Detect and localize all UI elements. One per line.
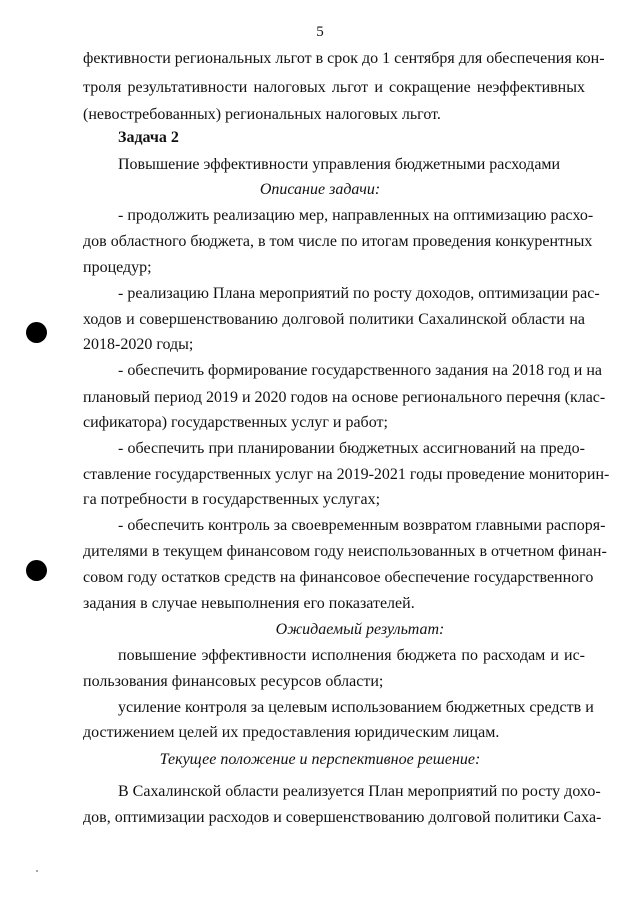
text-line: дителями в текущем финансовом году неиспользованных в отчетном финан- bbox=[83, 543, 607, 560]
text-line: - реализацию Плана мероприятий по росту доходов, оптимизации рас- bbox=[118, 285, 600, 302]
task-title: Повышение эффективности управления бюджетными расходами bbox=[118, 156, 561, 173]
punch-hole-bottom bbox=[26, 560, 47, 581]
text-line: - обеспечить при планировании бюджетных ассигнований на предо- bbox=[118, 440, 585, 457]
text-line: га потребности в государственных услугах; bbox=[83, 491, 381, 508]
text-line: ходов и совершенствованию долговой политики Сахалинской области на bbox=[83, 311, 585, 328]
text-line: повышение эффективности исполнения бюджета по расходам и ис- bbox=[118, 647, 585, 664]
text-line: - обеспечить контроль за своевременным возвратом главными распоря- bbox=[118, 517, 606, 534]
page-number: 5 bbox=[316, 24, 324, 40]
text-line: 2018-2020 годы; bbox=[83, 336, 194, 353]
text-line: усиление контроля за целевым использованием бюджетных средств и bbox=[118, 699, 594, 716]
text-line: В Сахалинской области реализуется План мероприятий по росту дохо- bbox=[118, 783, 601, 800]
text-line: пользования финансовых ресурсов области; bbox=[83, 673, 384, 690]
text-line: достижением целей их предоставления юридическим лицам. bbox=[83, 724, 500, 741]
text-line: совом году остатков средств на финансовое обеспечение государственного bbox=[83, 569, 594, 586]
text-line: сификатора) государственных услуг и работ; bbox=[83, 414, 388, 431]
text-line: троля результативности налоговых льгот и сокращение неэффективных bbox=[83, 79, 585, 96]
text-line: - обеспечить формирование государственного задания на 2018 год и на bbox=[118, 362, 603, 379]
text-line: - продолжить реализацию мер, направленных на оптимизацию расхо- bbox=[118, 207, 594, 224]
text-line: (невостребованных) региональных налоговых льгот. bbox=[83, 106, 441, 123]
text-line: фективности региональных льгот в срок до 1 сентября для обеспечения кон- bbox=[83, 50, 605, 67]
section-heading: Ожидаемый результат: bbox=[275, 621, 445, 638]
text-line: дов областного бюджета, в том числе по итогам проведения конкурентных bbox=[83, 233, 593, 250]
scan-speck bbox=[36, 870, 38, 872]
text-line: ставление государственных услуг на 2019-2021 годы проведение мониторин- bbox=[83, 466, 610, 483]
text-line: плановый период 2019 и 2020 годов на основе регионального перечня (клас- bbox=[83, 389, 606, 406]
text-line: процедур; bbox=[83, 259, 152, 276]
text-line: дов, оптимизации расходов и совершенствованию долговой политики Саха- bbox=[83, 809, 602, 826]
section-heading: Описание задачи: bbox=[259, 181, 381, 198]
task-heading: Задача 2 bbox=[118, 129, 179, 146]
punch-hole-top bbox=[26, 322, 47, 343]
section-heading: Текущее положение и перспективное решение: bbox=[159, 751, 481, 768]
text-line: задания в случае невыполнения его показателей. bbox=[83, 595, 415, 612]
